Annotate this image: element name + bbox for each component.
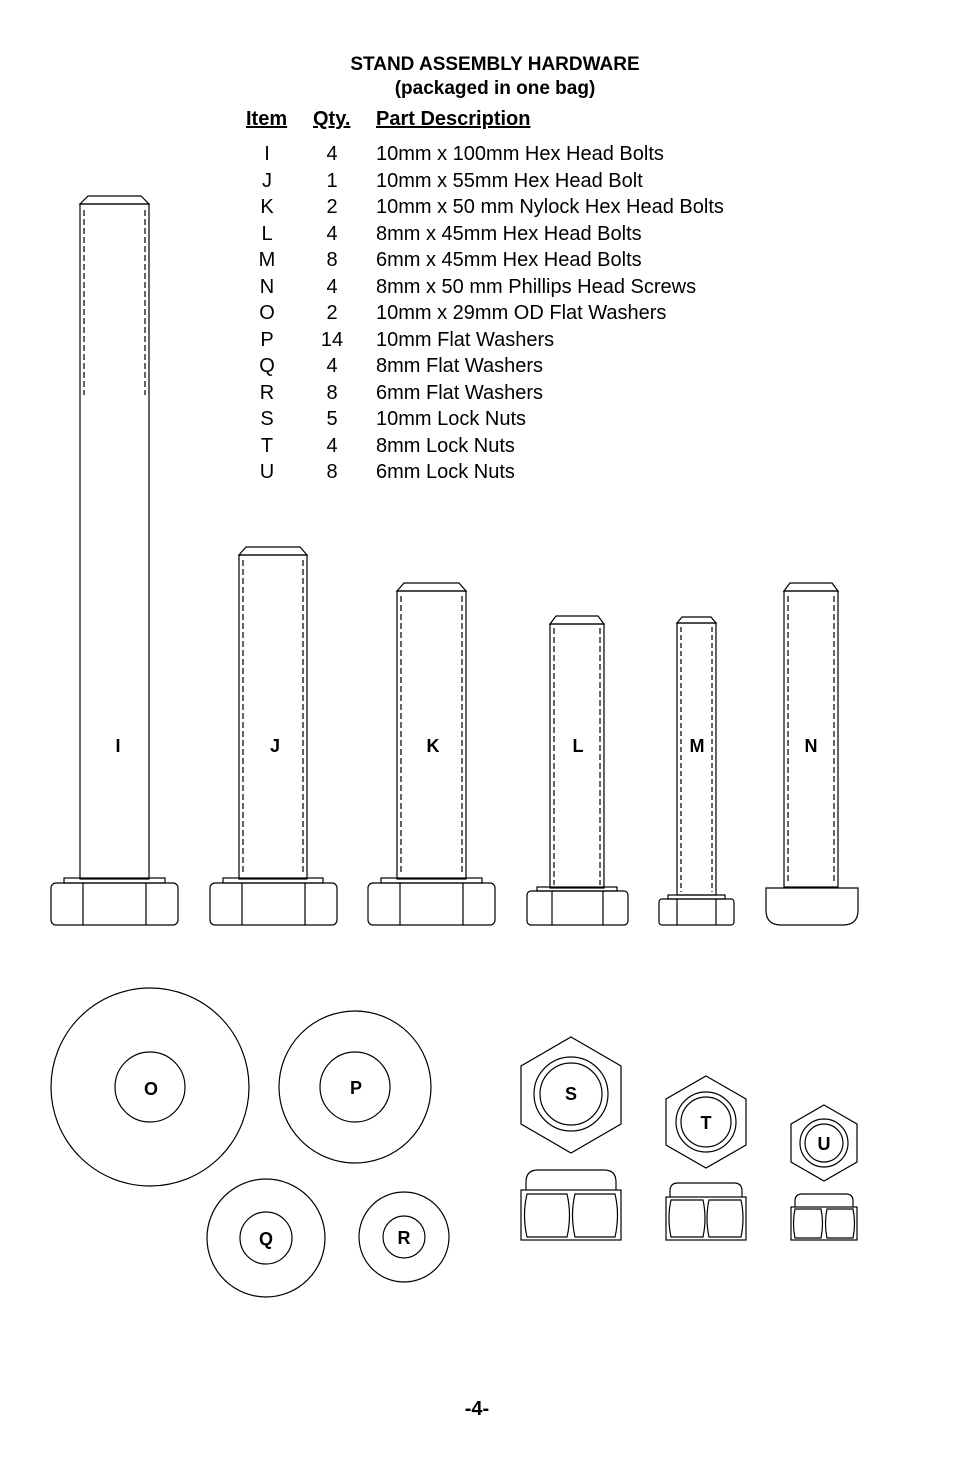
- column-header-qty: Qty.: [313, 108, 351, 130]
- screw-label-n: N: [804, 736, 818, 756]
- item-quantity: 1: [326, 169, 338, 192]
- page-subtitle: (packaged in one bag): [394, 78, 596, 99]
- bolt-label-i: I: [115, 736, 121, 756]
- item-quantity: 4: [326, 222, 338, 245]
- bolt-label-m: M: [689, 736, 705, 756]
- item-description: 8mm Lock Nuts: [376, 434, 515, 457]
- item-quantity: 4: [326, 355, 338, 377]
- item-description: 10mm x 100mm Hex Head Bolts: [376, 143, 664, 165]
- item-letter: T: [260, 434, 274, 457]
- item-letter: L: [261, 222, 273, 245]
- item-letter: U: [259, 461, 275, 483]
- item-description: 10mm x 29mm OD Flat Washers: [376, 302, 667, 324]
- bolt-label-l: L: [572, 736, 584, 756]
- washer-label-q: Q: [258, 1229, 274, 1249]
- item-description: 8mm x 45mm Hex Head Bolts: [376, 222, 642, 245]
- washer-label-r: R: [397, 1228, 411, 1248]
- item-letter: P: [260, 328, 274, 351]
- item-description: 6mm Lock Nuts: [376, 461, 515, 483]
- item-letter: S: [260, 408, 274, 430]
- bolt-drawing-l: [527, 616, 628, 925]
- column-header-item: Item: [246, 108, 288, 130]
- bolt-drawing-m: [659, 617, 734, 925]
- item-description: 8mm x 50 mm Phillips Head Screws: [376, 275, 697, 298]
- item-letter: O: [259, 302, 275, 324]
- locknut-drawing-u: [791, 1105, 857, 1240]
- locknut-label-u: U: [817, 1134, 831, 1154]
- item-letter: Q: [259, 355, 275, 377]
- page-number: -4-: [464, 1398, 490, 1420]
- item-quantity: 8: [326, 249, 338, 271]
- item-letter: R: [259, 381, 275, 404]
- item-letter: I: [264, 143, 270, 165]
- item-description: 6mm Flat Washers: [376, 381, 544, 404]
- locknut-label-s: S: [564, 1084, 578, 1104]
- page-title: STAND ASSEMBLY HARDWARE: [350, 54, 640, 75]
- item-letter: M: [258, 249, 276, 271]
- bolt-label-k: K: [426, 736, 440, 756]
- item-description: 10mm Flat Washers: [376, 328, 555, 351]
- item-quantity: 2: [326, 196, 338, 218]
- washer-label-p: P: [349, 1078, 363, 1098]
- bolt-label-j: J: [269, 736, 281, 756]
- item-quantity: 4: [326, 143, 338, 165]
- item-description: 8mm Flat Washers: [376, 355, 544, 377]
- locknut-drawing-t: [666, 1076, 746, 1240]
- item-letter: K: [260, 196, 274, 218]
- item-quantity: 8: [326, 461, 338, 483]
- locknut-label-t: T: [700, 1113, 712, 1133]
- item-quantity: 2: [326, 302, 338, 324]
- item-quantity: 4: [326, 434, 338, 457]
- item-description: 10mm x 50 mm Nylock Hex Head Bolts: [376, 196, 724, 218]
- item-quantity: 8: [326, 381, 338, 404]
- bolt-drawing-i: [51, 196, 178, 925]
- item-description: 10mm x 55mm Hex Head Bolt: [376, 169, 643, 192]
- item-letter: N: [259, 275, 275, 298]
- column-header-description: Part Description: [376, 108, 531, 130]
- locknut-drawing-s: [521, 1037, 621, 1240]
- item-quantity: 5: [326, 408, 338, 430]
- item-description: 10mm Lock Nuts: [376, 408, 527, 430]
- washer-label-o: O: [143, 1079, 159, 1099]
- item-letter: J: [262, 169, 272, 192]
- item-quantity: 14: [320, 328, 344, 351]
- item-description: 6mm x 45mm Hex Head Bolts: [376, 249, 642, 271]
- item-quantity: 4: [326, 275, 338, 298]
